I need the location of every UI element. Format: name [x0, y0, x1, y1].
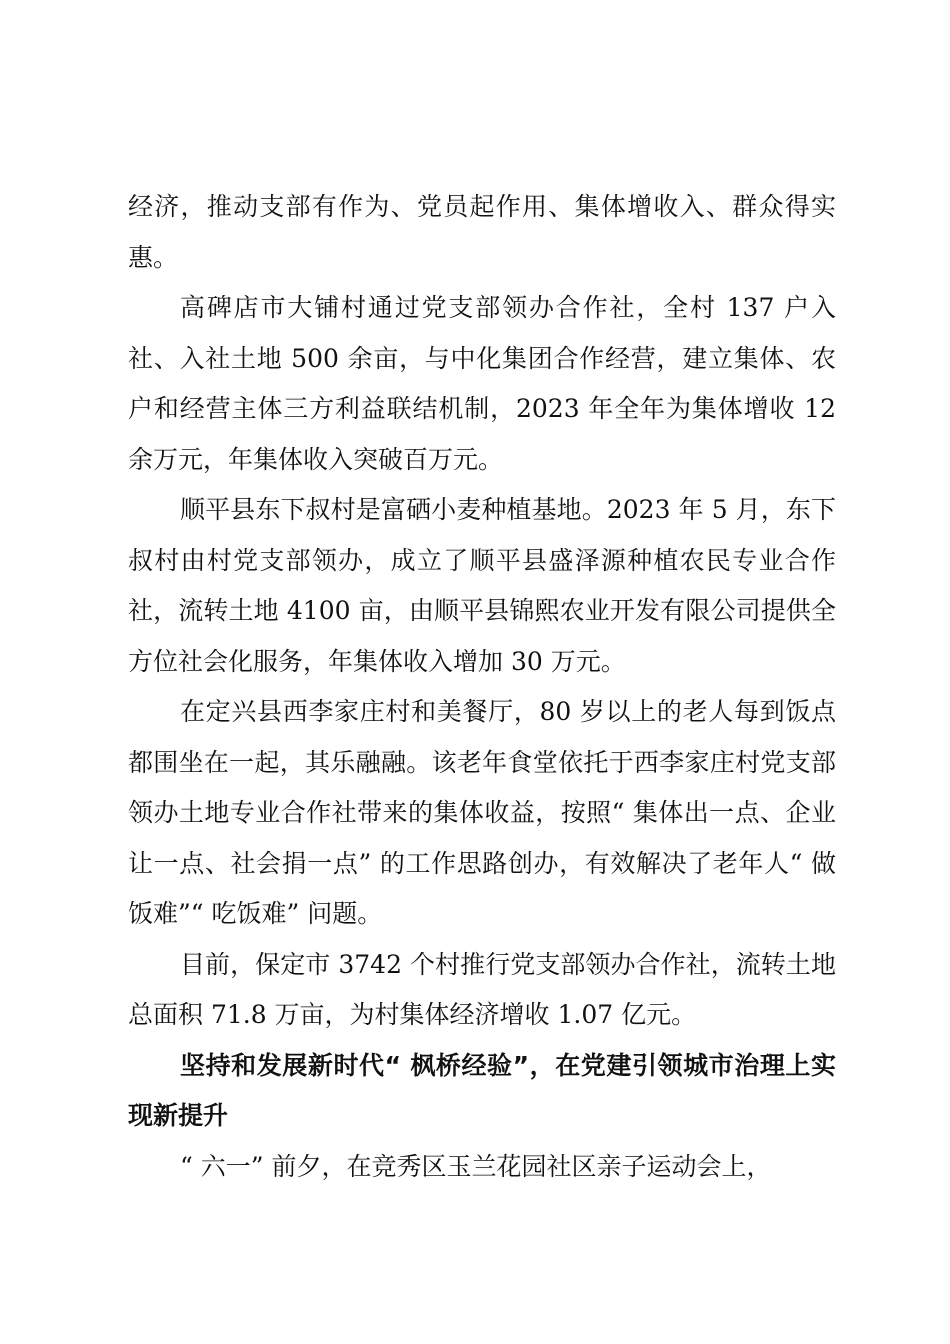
- paragraph-2: 高碑店市大铺村通过党支部领办合作社，全村 137 户入社、入社土地 500 余亩，与中化集团合作经营，建立集体、农户和经营主体三方利益联结机制，2023 年全年为集体增收 12 余万元，年集体收入突破百万元。: [128, 293, 836, 474]
- document-body: [128, 182, 836, 1192]
- paragraph-3: 顺平县东下叔村是富硒小麦种植基地。2023 年 5 月，东下叔村由村党支部领办，成立了顺平县盛泽源种植农民专业合作社，流转土地 4100 亩，由顺平县锦熙农业开发有限公司提供全方位社会化服务，年集体收入增加 30 万元。: [128, 495, 836, 676]
- paragraph-6: “ 六一” 前夕，在竞秀区玉兰花园社区亲子运动会上，: [180, 1151, 772, 1181]
- paragraph-1: 经济，推动支部有作为、党员起作用、集体增收入、群众得实惠。: [128, 192, 836, 272]
- section-heading: 坚持和发展新时代“ 枫桥经验”，在党建引领城市治理上实现新提升: [128, 1050, 836, 1130]
- paragraph-4: 在定兴县西李家庄村和美餐厅，80 岁以上的老人每到饭点都围坐在一起，其乐融融。该老年食堂依托于西李家庄村党支部领办土地专业合作社带来的集体收益，按照“ 集体出一点、企业让一点、社会捐一点” 的工作思路创办，有效解决了老年人“ 做饭难”“ 吃饭难” 问题。: [128, 697, 836, 928]
- paragraph-5: 目前，保定市 3742 个村推行党支部领办合作社，流转土地总面积 71.8 万亩，为村集体经济增收 1.07 亿元。: [128, 949, 836, 1029]
